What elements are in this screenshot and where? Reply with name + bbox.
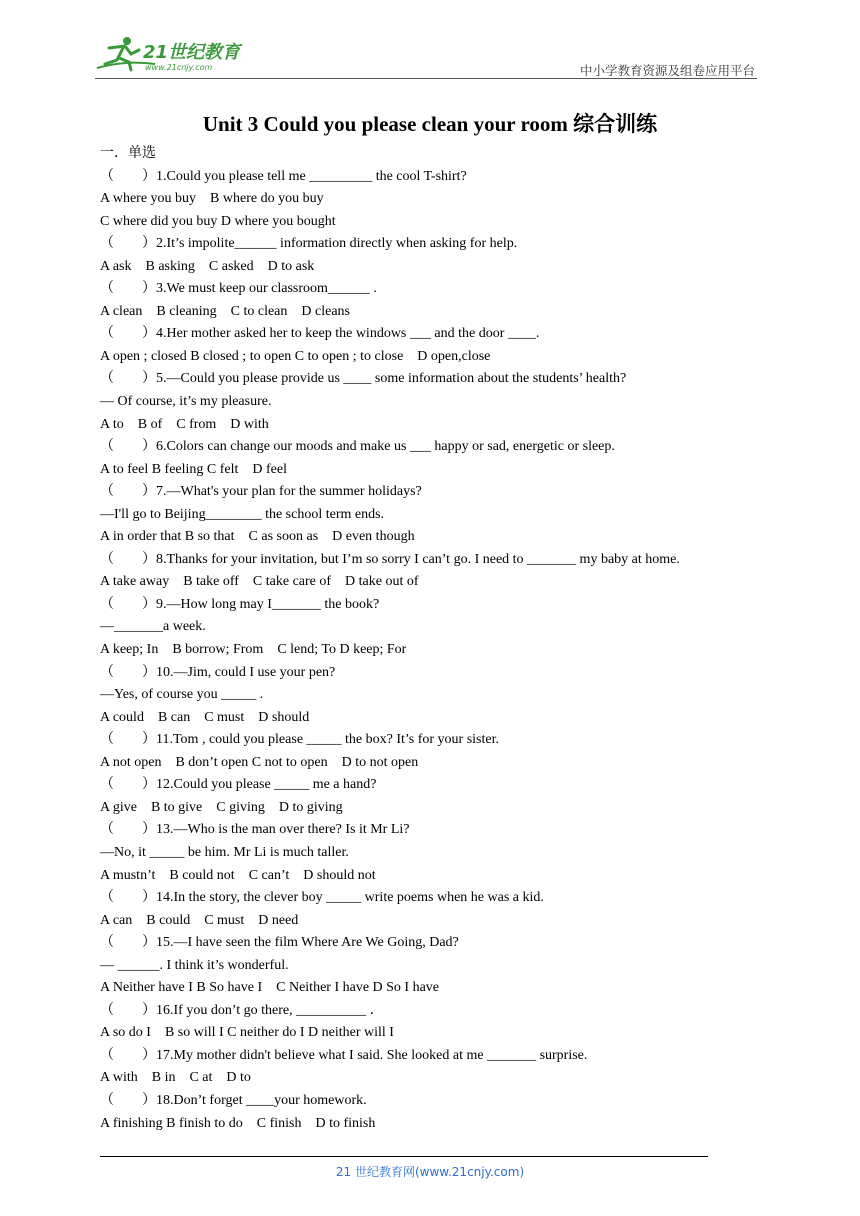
question-line: C where did you buy D where you bought — [100, 213, 336, 229]
logo-url: www.21cnjy.com — [145, 63, 213, 72]
question-line: A not open B don’t open C not to open D to not open — [100, 754, 419, 770]
question-line: （ ）14.In the story, the clever boy _____ write poems when he was a kid. — [100, 890, 544, 906]
question-line: （ ）7.—What's your plan for the summer holidays? — [100, 484, 422, 500]
question-line: A to feel B feeling C felt D feel — [100, 461, 287, 477]
question-line: A Neither have I B So have I C Neither I have D So I have — [100, 980, 440, 996]
question-line: （ ）16.If you don’t go there, __________ ． — [100, 1002, 384, 1018]
question-line: （ ）6.Colors can change our moods and make us ___ happy or sad, energetic or sleep. — [100, 439, 615, 455]
platform-tagline: 中小学教育资源及组卷应用平台 — [579, 63, 755, 78]
header-divider — [95, 78, 757, 79]
question-line: A finishing B finish to do C finish D to finish — [100, 1115, 376, 1131]
logo-21cnjy — [95, 34, 270, 74]
question-line: — Of course, it’s my pleasure. — [100, 394, 272, 410]
question-line: （ ）9.—How long may I_______ the book? — [100, 596, 380, 612]
footer-divider — [100, 1156, 708, 1157]
section-heading: 一．单选 — [100, 146, 156, 161]
question-line: —I'll go to Beijing________ the school term ends. — [100, 506, 385, 522]
question-line: —Yes, of course you _____ . — [100, 687, 264, 703]
page-title: Unit 3 Could you please clean your room 综合训练 — [202, 112, 658, 136]
question-line: （ ）2.It’s impolite______ information directly when asking for help. — [100, 236, 518, 252]
question-line: （ ）18.Don’t forget ____your homework. — [100, 1092, 367, 1108]
question-line: A in order that B so that C as soon as D even though — [100, 529, 415, 545]
footer-text: 21 世纪教育网(www.21cnjy.com) — [335, 1165, 525, 1179]
question-line: A so do I B so will I C neither do I D neither will I — [100, 1025, 394, 1041]
question-line: —_______a week. — [100, 619, 206, 635]
question-list — [100, 143, 760, 1135]
question-line: （ ）13.—Who is the man over there? Is it Mr Li? — [100, 822, 410, 838]
logo-text: 21世纪教育 — [143, 42, 241, 63]
question-line: —No, it _____ be him. Mr Li is much taller. — [100, 844, 349, 860]
question-line: A ask B asking C asked D to ask — [100, 258, 315, 274]
question-lines — [100, 166, 760, 1136]
question-line: A can B could C must D need — [100, 912, 299, 928]
question-line: A with B in C at D to — [100, 1070, 251, 1086]
question-line: — ______. I think it’s wonderful. — [100, 957, 289, 973]
question-line: （ ）5.—Could you please provide us ____ some information about the students’ health? — [100, 371, 627, 387]
question-line: （ ）1.Could you please tell me _________ the cool T-shirt? — [100, 168, 467, 184]
question-line: A give B to give C giving D to giving — [100, 799, 343, 815]
question-line: （ ）8.Thanks for your invitation, but I’m so sorry I can’t go. I need to _______ my baby at home. — [100, 551, 680, 567]
page-header — [95, 30, 757, 78]
question-line: （ ）12.Could you please _____ me a hand? — [100, 777, 377, 793]
question-line: A could B can C must D should — [100, 709, 310, 725]
question-line: （ ）17.My mother didn't believe what I said. She looked at me _______ surprise. — [100, 1047, 588, 1063]
question-line: A to B of C from D with — [100, 416, 269, 432]
question-line: （ ）11.Tom , could you please _____ the box? It’s for your sister. — [100, 732, 499, 748]
question-line: （ ）3.We must keep our classroom______ . — [100, 281, 377, 297]
question-line: （ ）4.Her mother asked her to keep the windows ___ and the door ____. — [100, 326, 540, 342]
question-line: （ ）15.—I have seen the film Where Are We Going, Dad? — [100, 935, 459, 951]
question-line: A mustn’t B could not C can’t D should not — [100, 867, 376, 883]
question-line: （ ）10.—Jim, could I use your pen? — [100, 664, 336, 680]
question-line: A keep; In B borrow; From C lend; To D keep; For — [100, 642, 407, 658]
question-line: A where you buy B where do you buy — [100, 191, 324, 207]
question-line: A take away B take off C take care of D take out of — [100, 574, 419, 590]
question-line: A open ; closed B closed ; to open C to open ; to close D open,close — [100, 348, 491, 364]
question-line: A clean B cleaning C to clean D cleans — [100, 303, 350, 319]
